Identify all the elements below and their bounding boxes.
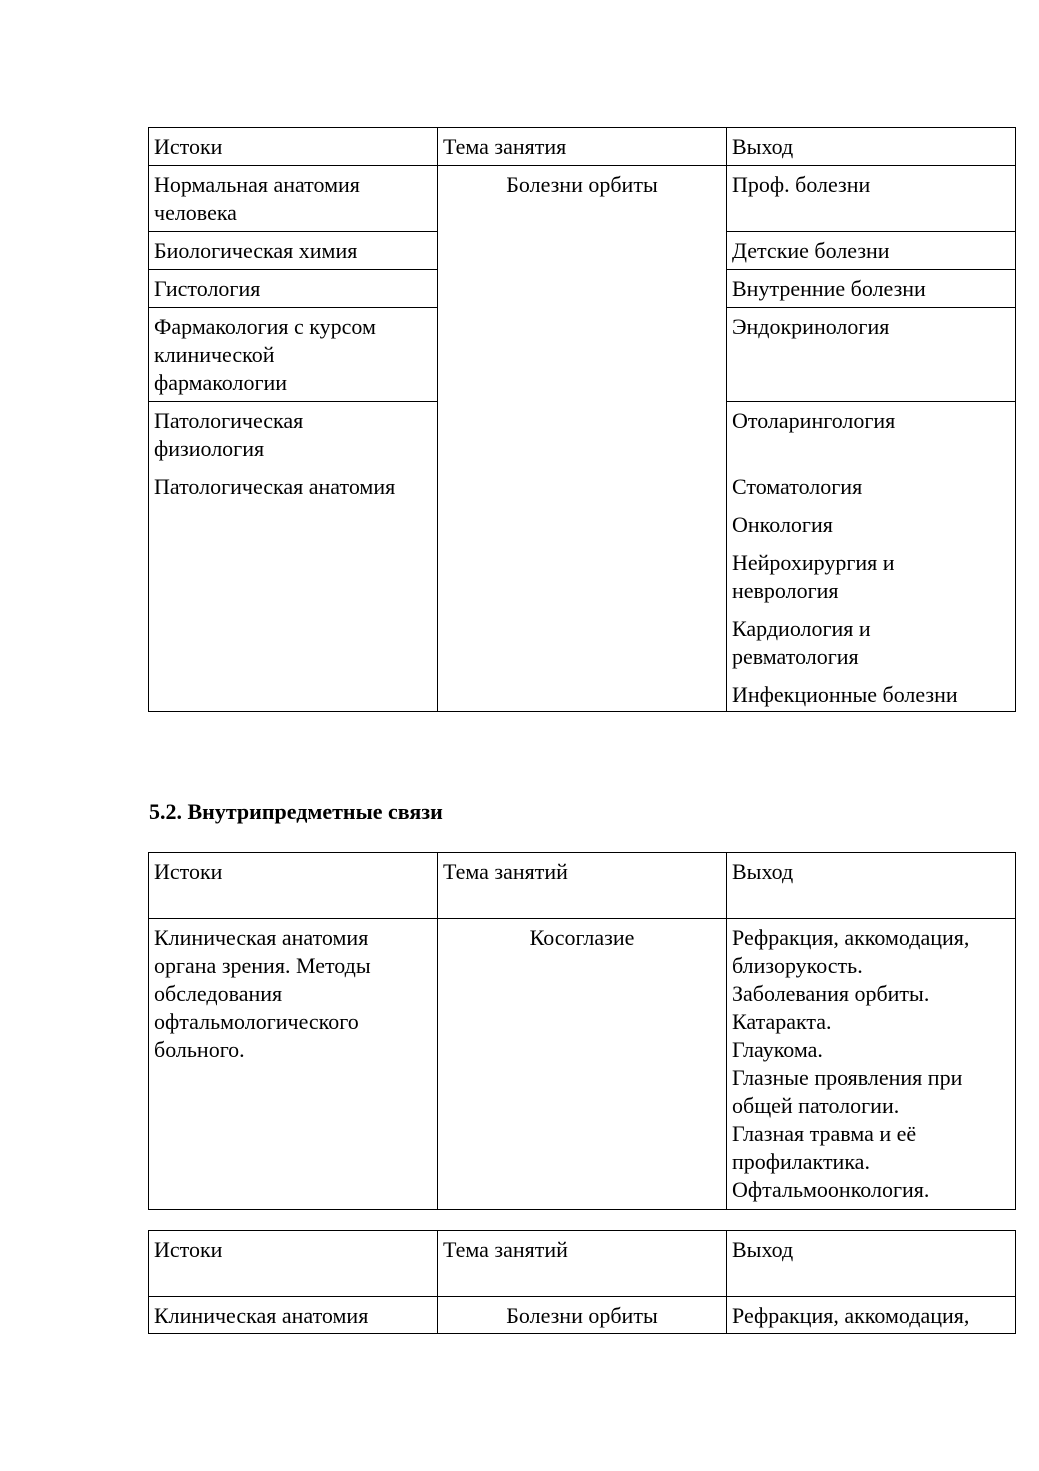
table-border xyxy=(726,852,727,1210)
column-header-output: Выход xyxy=(732,1237,794,1262)
source-item: Биологическая химия xyxy=(154,238,358,263)
topic-cell: Косоглазие xyxy=(529,925,635,950)
table-border xyxy=(726,231,1016,232)
table-border xyxy=(148,401,438,402)
table-border xyxy=(148,852,149,1210)
table-border xyxy=(726,307,1016,308)
output-line: Рефракция, аккомодация, xyxy=(732,925,970,950)
source-item: Патологическая xyxy=(154,408,304,433)
table-border xyxy=(726,401,1016,402)
source-item: фармакологии xyxy=(154,370,288,395)
table-border xyxy=(726,127,727,712)
output-line: Глазные проявления при xyxy=(732,1065,963,1090)
output-cell: Рефракция, аккомодация, xyxy=(732,1303,970,1328)
output-line: Заболевания орбиты. xyxy=(732,981,930,1006)
table-border xyxy=(1015,127,1016,712)
column-header-sources: Истоки xyxy=(154,134,223,159)
output-item: Проф. болезни xyxy=(732,172,871,197)
table-border xyxy=(148,1230,1016,1231)
table-border xyxy=(148,1333,1016,1334)
column-header-topic: Тема занятий xyxy=(443,1237,568,1262)
output-item: Онкология xyxy=(732,512,833,537)
source-item: физиология xyxy=(154,436,265,461)
output-item: Внутренние болезни xyxy=(732,276,926,301)
column-header-output: Выход xyxy=(732,859,794,884)
column-header-output: Выход xyxy=(732,134,794,159)
source-item: клинической xyxy=(154,342,275,367)
source-item: Патологическая анатомия xyxy=(154,474,396,499)
source-line: Клиническая анатомия xyxy=(154,925,369,950)
table-border xyxy=(437,852,438,1210)
table-border xyxy=(148,1209,1016,1210)
output-item: Эндокринология xyxy=(732,314,890,339)
output-item: Инфекционные болезни xyxy=(732,682,958,707)
table-border xyxy=(1015,852,1016,1210)
table-border xyxy=(148,127,149,712)
topic-cell: Болезни орбиты xyxy=(506,1303,658,1328)
table-border xyxy=(148,1296,1016,1297)
table-border xyxy=(148,918,1016,919)
source-line: обследования xyxy=(154,981,283,1006)
section-heading: 5.2. Внутрипредметные связи xyxy=(149,799,443,824)
table-border xyxy=(437,127,438,712)
table-border xyxy=(726,1230,727,1334)
topic-cell: Болезни орбиты xyxy=(506,172,658,197)
column-header-sources: Истоки xyxy=(154,1237,223,1262)
output-item: Нейрохирургия и xyxy=(732,550,895,575)
source-item: Нормальная анатомия xyxy=(154,172,360,197)
output-item: Стоматология xyxy=(732,474,863,499)
output-line: профилактика. xyxy=(732,1149,870,1174)
output-line: близорукость. xyxy=(732,953,863,978)
output-line: Катаракта. xyxy=(732,1009,832,1034)
output-line: Глазная травма и её xyxy=(732,1121,917,1146)
output-item: Отоларингология xyxy=(732,408,896,433)
output-item: неврология xyxy=(732,578,839,603)
output-item: ревматология xyxy=(732,644,859,669)
table-border xyxy=(148,852,1016,853)
column-header-topic: Тема занятий xyxy=(443,859,568,884)
source-item: человека xyxy=(154,200,237,225)
table-border xyxy=(726,269,1016,270)
source-line: офтальмологического xyxy=(154,1009,359,1034)
table-border xyxy=(148,269,438,270)
column-header-sources: Истоки xyxy=(154,859,223,884)
source-item: Гистология xyxy=(154,276,261,301)
table-border xyxy=(148,165,1016,166)
source-cell: Клиническая анатомия xyxy=(154,1303,369,1328)
table-border xyxy=(148,1230,149,1334)
table-border xyxy=(148,127,1016,128)
table-border xyxy=(148,307,438,308)
table-border xyxy=(148,711,1016,712)
output-item: Детские болезни xyxy=(732,238,890,263)
output-line: Глаукома. xyxy=(732,1037,823,1062)
source-line: больного. xyxy=(154,1037,245,1062)
output-item: Кардиология и xyxy=(732,616,871,641)
source-item: Фармакология с курсом xyxy=(154,314,376,339)
table-border xyxy=(1015,1230,1016,1334)
source-line: органа зрения. Методы xyxy=(154,953,371,978)
output-line: общей патологии. xyxy=(732,1093,900,1118)
column-header-topic: Тема занятия xyxy=(443,134,567,159)
table-border xyxy=(148,231,438,232)
output-line: Офтальмоонкология. xyxy=(732,1177,930,1202)
